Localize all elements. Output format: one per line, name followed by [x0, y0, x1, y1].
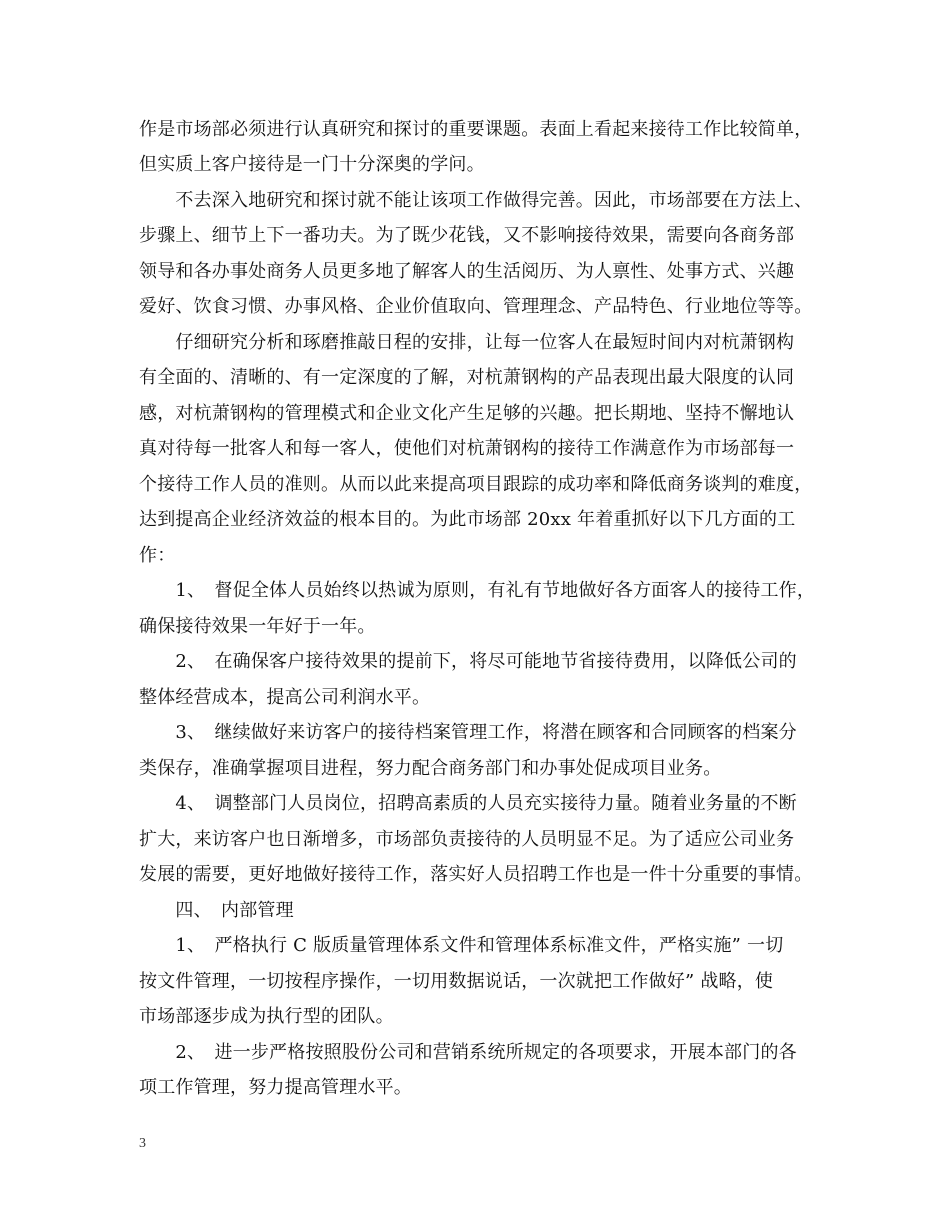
text-line: 作是市场部必须进行认真研究和探讨的重要课题。表面上看起来接待工作比较简单， — [139, 119, 813, 140]
text-line: 确保接待效果一年好于一年。 — [139, 616, 376, 637]
text-line: 真对待每一批客人和每一客人，使他们对杭萧钢构的接待工作满意作为市场部每一 — [139, 438, 795, 459]
text-line: 按文件管理，一切按程序操作，一切用数据说话，一次就把工作做好” 战略，使 — [139, 971, 774, 992]
text-line: 项工作管理，努力提高管理水平。 — [139, 1077, 412, 1098]
text-line: 市场部逐步成为执行型的团队。 — [139, 1006, 394, 1027]
text-line: 步骤上、细节上下一番功夫。为了既少花钱，又不影响接待效果，需要向各商务部 — [139, 225, 795, 246]
text-line: 作： — [139, 545, 176, 566]
text-line: 2、 进一步严格按照股份公司和营销系统所规定的各项要求，开展本部门的各 — [139, 1042, 797, 1063]
text-line: 1、 督促全体人员始终以热诚为原则，有礼有节地做好各方面客人的接待工作， — [139, 580, 816, 601]
text-line: 仔细研究分析和琢磨推敲日程的安排，让每一位客人在最短时间内对杭萧钢构 — [139, 332, 795, 353]
text-line: 感，对杭萧钢构的管理模式和企业文化产生足够的兴趣。把长期地、坚持不懈地认 — [139, 403, 795, 424]
text-line: 达到提高企业经济效益的根本目的。为此市场部 20xx 年着重抓好以下几方面的工 — [139, 509, 796, 530]
text-line: 不去深入地研究和探讨就不能让该项工作做得完善。因此，市场部要在方法上、 — [139, 190, 813, 211]
page-number: 3 — [139, 1136, 146, 1151]
text-line: 3、 继续做好来访客户的接待档案管理工作，将潜在顾客和合同顾客的档案分 — [139, 722, 797, 743]
text-line: 2、 在确保客户接待效果的提前下，将尽可能地节省接待费用，以降低公司的 — [139, 651, 797, 672]
text-line: 类保存，准确掌握项目进程，努力配合商务部门和办事处促成项目业务。 — [139, 758, 722, 779]
text-line: 发展的需要，更好地做好接待工作，落实好人员招聘工作也是一件十分重要的事情。 — [139, 864, 813, 885]
text-line: 有全面的、清晰的、有一定深度的了解，对杭萧钢构的产品表现出最大限度的认同 — [139, 367, 795, 388]
text-line: 但实质上客户接待是一门十分深奥的学问。 — [139, 154, 485, 175]
text-line: 4、 调整部门人员岗位，招聘高素质的人员充实接待力量。随着业务量的不断 — [139, 793, 797, 814]
text-line: 个接待工作人员的准则。从而以此来提高项目跟踪的成功率和降低商务谈判的难度， — [139, 474, 813, 495]
text-line: 爱好、饮食习惯、办事风格、企业价值取向、管理理念、产品特色、行业地位等等。 — [139, 296, 813, 317]
text-line: 领导和各办事处商务人员更多地了解客人的生活阅历、为人禀性、处事方式、兴趣 — [139, 261, 795, 282]
text-line: 1、 严格执行 C 版质量管理体系文件和管理体系标准文件，严格实施” 一切 — [139, 935, 784, 956]
section-heading: 四、 内部管理 — [139, 900, 294, 921]
text-line: 整体经营成本，提高公司利润水平。 — [139, 687, 431, 708]
text-line: 扩大，来访客户也日渐增多，市场部负责接待的人员明显不足。为了适应公司业务 — [139, 829, 795, 850]
